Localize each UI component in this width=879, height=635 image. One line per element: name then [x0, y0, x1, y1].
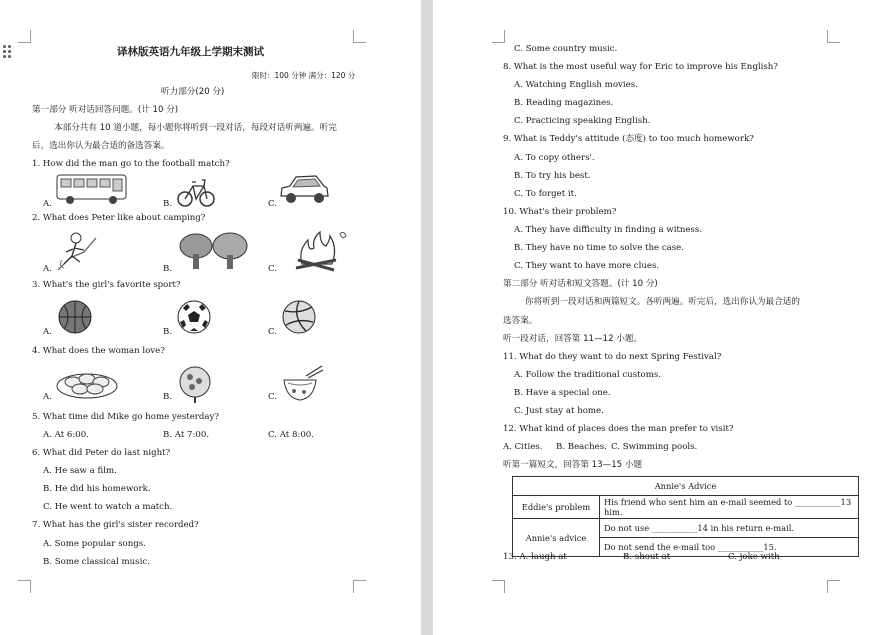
option-label: A. He saw a film.	[43, 466, 117, 476]
question-9: 9. What is Teddy's attitude (态度) to too much homework?	[503, 134, 754, 144]
question-5: 5. What time did Mike go home yesterday?	[32, 412, 219, 422]
time-score: 限时：100 分钟 满分：120 分	[252, 71, 356, 80]
section-listening: 听力部分(20 分)	[161, 87, 225, 97]
pizza-icon	[177, 364, 213, 404]
option-label: B.	[163, 199, 173, 209]
question-1: 1. How did the man go to the football match?	[32, 159, 230, 169]
volleyball-icon	[280, 298, 318, 336]
option-label: A.	[43, 392, 52, 402]
option-label: A. At 6:00.	[43, 430, 89, 440]
option-label: B. He did his homework.	[43, 484, 151, 494]
table-cell: Do not send the e-mail too ___________15.	[600, 538, 859, 557]
option-label: B. To try his best.	[514, 171, 591, 181]
option-label: C. They want to have more clues.	[514, 261, 660, 271]
option-label: C. Practicing speaking English.	[514, 116, 651, 126]
option-label: C. At 8:00.	[268, 430, 315, 440]
option-label: C. Some country music.	[514, 44, 618, 54]
crop-mark	[18, 580, 31, 593]
option-label: B. They have no time to solve the case.	[514, 243, 684, 253]
part2-heading: 第二部分 听对话和短文答题。(计 10 分)	[503, 279, 658, 289]
question-3: 3. What's the girl's favorite sport?	[32, 280, 181, 290]
crop-mark	[353, 30, 366, 43]
crop-mark	[492, 30, 505, 43]
advice-table	[512, 476, 859, 557]
option-label: C.	[268, 199, 278, 209]
part2-intro: 你将听到一段对话和两篇短文。各听两遍。听完后，选出你认为最合适的	[525, 297, 801, 307]
bicycle-icon	[176, 174, 216, 208]
option-label: B.	[163, 327, 173, 337]
question-6: 6. What did Peter do last night?	[32, 448, 171, 458]
drag-handle-icon[interactable]	[3, 45, 13, 59]
option-label: B.	[163, 264, 173, 274]
part1-intro: 本部分共有 10 道小题，每小题你将听到一段对话，每段对话听两遍。听完	[54, 123, 337, 133]
crop-mark	[492, 580, 505, 593]
option-label: A. To copy others'.	[514, 153, 595, 163]
question-8: 8. What is the most useful way for Eric to improve his English?	[503, 62, 778, 72]
option-label: B. Beaches.	[556, 442, 607, 452]
question-10: 10. What's their problem?	[503, 207, 617, 217]
soccer-ball-icon	[175, 298, 213, 336]
option-label: A. Follow the traditional customs.	[514, 370, 662, 380]
option-label: B. Reading magazines.	[514, 98, 614, 108]
option-label: A.	[43, 199, 52, 209]
option-label: 13. A. laugh at	[503, 552, 567, 562]
noodle-bowl-icon	[280, 364, 324, 404]
option-label: C. joke with	[728, 552, 780, 562]
option-label: C. Just stay at home.	[514, 406, 604, 416]
option-label: B. Have a special one.	[514, 388, 611, 398]
campfire-icon	[290, 228, 352, 274]
option-label: B. shout at	[623, 552, 671, 562]
option-label: C. Swimming pools.	[611, 442, 698, 452]
basketball-icon	[56, 298, 94, 336]
option-label: A. Cities.	[503, 442, 543, 452]
question-7: 7. What has the girl's sister recorded?	[32, 520, 199, 530]
bus-icon	[55, 172, 129, 205]
passage-note: 听第一篇短文，回答第 13—15 小题	[503, 460, 643, 470]
trees-icon	[178, 232, 250, 272]
option-label: C.	[268, 392, 278, 402]
table-row-label: Annie's advice	[513, 519, 600, 557]
option-label: A. Some popular songs.	[43, 539, 146, 549]
page-title: 译林版英语九年级上学期末测试	[117, 46, 264, 58]
question-12: 12. What kind of places does the man prefer to visit?	[503, 424, 734, 434]
option-label: C.	[268, 327, 278, 337]
question-2: 2. What does Peter like about camping?	[32, 213, 206, 223]
option-label: A. Watching English movies.	[514, 80, 638, 90]
question-11: 11. What do they want to do next Spring Festival?	[503, 352, 722, 362]
table-cell: Do not use ___________14 in his return e-mail.	[600, 519, 859, 538]
option-label: C. To forget it.	[514, 189, 577, 199]
option-label: A.	[43, 327, 52, 337]
question-4: 4. What does the woman love?	[32, 346, 165, 356]
option-label: B. Some classical music.	[43, 557, 150, 567]
option-label: B.	[163, 392, 173, 402]
part2-intro: 选答案。	[503, 316, 538, 326]
part1-heading: 第一部分 听对话回答问题。(计 10 分)	[32, 105, 179, 115]
table-title: Annie's Advice	[513, 477, 859, 496]
crop-mark	[827, 30, 840, 43]
dumplings-icon	[55, 366, 119, 400]
table-row-label: Eddie's problem	[513, 496, 600, 519]
table-cell: His friend who sent him an e-mail seemed to ___________13 him.	[600, 496, 859, 519]
hiking-icon	[54, 228, 100, 274]
car-icon	[278, 172, 330, 207]
option-label: A.	[43, 264, 52, 274]
option-label: B. At 7:00.	[163, 430, 210, 440]
option-label: C. He went to watch a match.	[43, 502, 173, 512]
dialogue-note: 听一段对话，回答第 11—12 小题。	[503, 334, 643, 344]
part1-intro: 后，选出你认为最合适的备选答案。	[32, 141, 170, 151]
crop-mark	[827, 580, 840, 593]
crop-mark	[353, 580, 366, 593]
option-label: A. They have difficulty in finding a witness.	[514, 225, 703, 235]
option-label: C.	[268, 264, 278, 274]
crop-mark	[18, 30, 31, 43]
